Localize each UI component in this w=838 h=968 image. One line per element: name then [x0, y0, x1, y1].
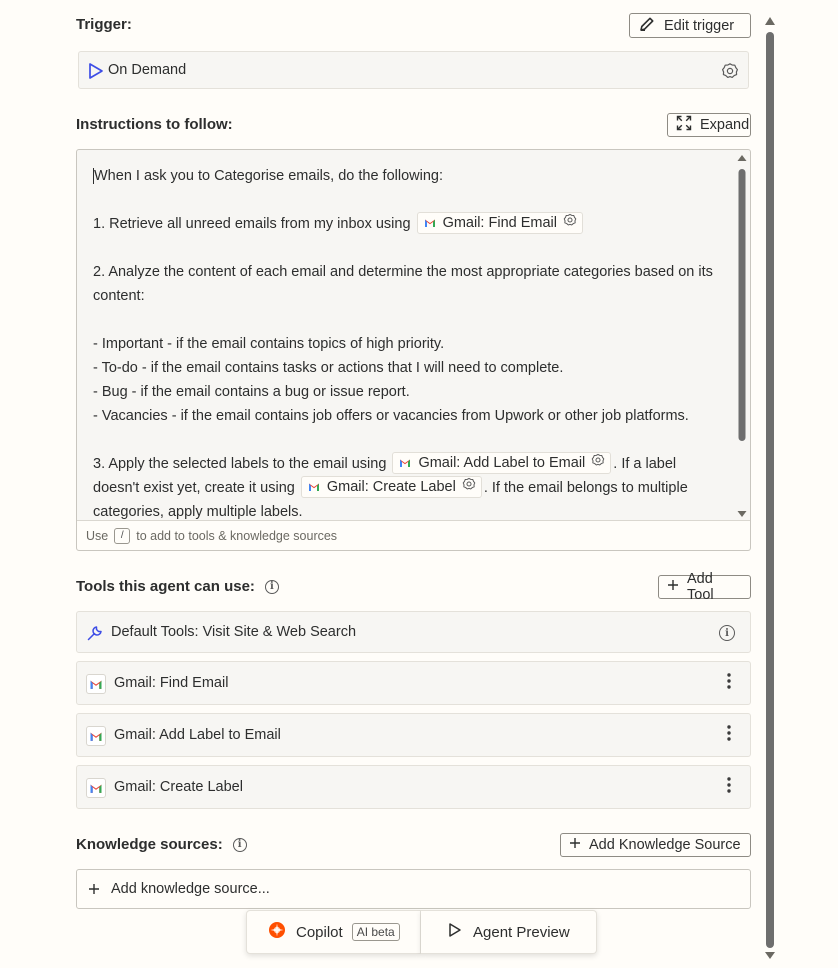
trigger-heading: Trigger:: [76, 16, 132, 33]
copilot-label: Copilot: [296, 923, 343, 941]
tools-heading-row: [76, 578, 279, 595]
pencil-icon: [638, 15, 656, 37]
default-tools-label: Default Tools: Visit Site & Web Search: [111, 624, 357, 640]
gmail-icon: [86, 674, 106, 694]
editor-footer-hint: [77, 520, 750, 550]
edit-trigger-button[interactable]: [629, 13, 751, 38]
default-tools-card[interactable]: [76, 611, 751, 653]
wrench-icon: [86, 624, 104, 646]
text-line: - Vacancies - if the email contains job offers or vacancies from Upwork or other job platforms.: [93, 408, 689, 424]
chip-label: Gmail: Find Email: [442, 215, 557, 232]
plus-icon: [569, 837, 581, 853]
gmail-icon: [86, 726, 106, 746]
tool-chip-find-email[interactable]: [417, 212, 583, 234]
more-options-icon[interactable]: [726, 672, 732, 694]
add-tool-label: Add Tool: [687, 571, 714, 603]
play-icon: [448, 922, 462, 942]
copilot-icon: [267, 920, 287, 944]
add-tool-button[interactable]: [658, 571, 751, 603]
agent-preview-label: Agent Preview: [473, 923, 570, 941]
copilot-button[interactable]: [246, 910, 421, 954]
expand-label: Expand: [700, 117, 750, 133]
text-line: When I ask you to Categorise emails, do the following:: [94, 168, 443, 184]
info-icon[interactable]: i: [265, 580, 279, 594]
gmail-icon: [398, 456, 412, 470]
add-knowledge-source-row-label: Add knowledge source...: [111, 881, 270, 897]
trigger-name: On Demand: [108, 62, 187, 78]
gear-icon[interactable]: [721, 62, 739, 84]
plus-icon: [88, 883, 100, 899]
plus-icon: [667, 579, 679, 595]
chip-label: Gmail: Create Label: [326, 479, 456, 496]
slash-key: /: [114, 528, 130, 544]
tool-chip-create-label[interactable]: [301, 476, 482, 498]
ai-beta-badge: AI beta: [352, 923, 400, 941]
page-scrollbar[interactable]: [764, 16, 776, 960]
text-line: 3. Apply the selected labels to the email using: [93, 456, 387, 472]
gmail-icon: [86, 778, 106, 798]
tool-label: Gmail: Find Email: [114, 675, 229, 691]
info-icon[interactable]: i: [233, 838, 247, 852]
gmail-icon: [423, 216, 437, 230]
tool-card-create-label[interactable]: [76, 765, 751, 809]
knowledge-heading-row: [76, 836, 247, 853]
gear-icon[interactable]: [563, 211, 577, 235]
instructions-heading: Instructions to follow:: [76, 116, 233, 133]
knowledge-heading: Knowledge sources:: [76, 836, 223, 853]
add-knowledge-source-row[interactable]: [76, 869, 751, 909]
add-knowledge-source-label: Add Knowledge Source: [589, 837, 741, 853]
instructions-editor[interactable]: [76, 149, 751, 551]
tool-label: Gmail: Add Label to Email: [114, 727, 281, 743]
expand-button[interactable]: [667, 113, 751, 137]
add-knowledge-source-button[interactable]: [560, 833, 751, 857]
instructions-text[interactable]: [93, 164, 723, 520]
text-line: . If the email belongs to multiple categories, apply multiple labels.: [93, 480, 688, 520]
text-line: - Bug - if the email contains a bug or issue report.: [93, 384, 410, 400]
editor-scrollbar[interactable]: [737, 155, 747, 517]
tool-label: Gmail: Create Label: [114, 779, 243, 795]
hint-text: to add to tools & knowledge sources: [136, 528, 338, 543]
gmail-icon: [307, 480, 321, 494]
info-icon[interactable]: i: [719, 625, 735, 641]
trigger-card[interactable]: [78, 51, 749, 89]
agent-preview-button[interactable]: [421, 910, 597, 954]
tools-heading: Tools this agent can use:: [76, 578, 255, 595]
hint-text: Use: [86, 528, 109, 543]
text-line: - To-do - if the email contains tasks or actions that I will need to complete.: [93, 360, 564, 376]
tool-chip-add-label[interactable]: [392, 452, 611, 474]
text-line: . If a label doesn't exist yet, create it using: [93, 456, 677, 496]
text-line: 2. Analyze the content of each email and determine the most appropriate categories based on its content:: [93, 264, 713, 304]
edit-trigger-label: Edit trigger: [664, 17, 735, 34]
more-options-icon[interactable]: [726, 724, 732, 746]
gear-icon[interactable]: [591, 451, 605, 475]
tool-card-find-email[interactable]: [76, 661, 751, 705]
play-trigger-icon: [87, 62, 105, 84]
tool-card-add-label[interactable]: [76, 713, 751, 757]
text-line: 1. Retrieve all unreed emails from my inbox using: [93, 216, 411, 232]
gear-icon[interactable]: [462, 475, 476, 499]
more-options-icon[interactable]: [726, 776, 732, 798]
expand-icon: [676, 115, 692, 135]
chip-label: Gmail: Add Label to Email: [418, 455, 586, 472]
text-line: - Important - if the email contains topics of high priority.: [93, 336, 445, 352]
